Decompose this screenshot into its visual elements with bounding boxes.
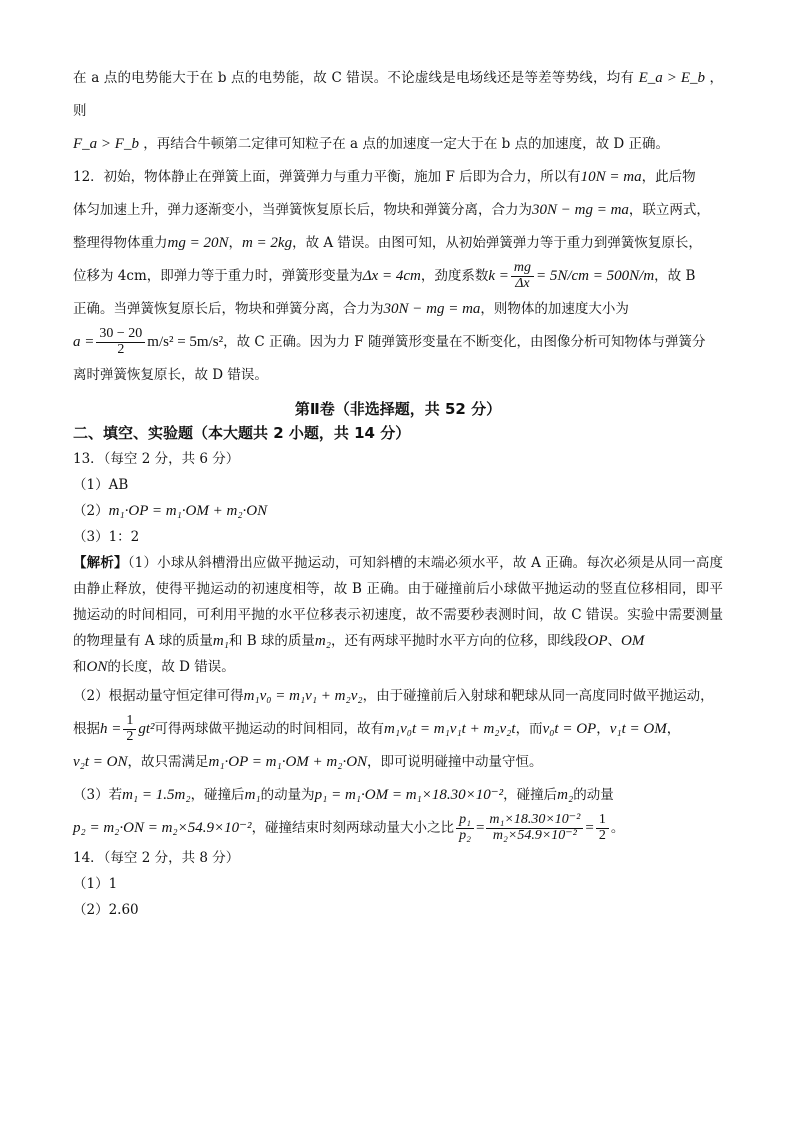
text: ，故 C 正确。因为力 F 随弹簧形变量在不断变化，由图像分析可知物体与弹簧分 [223,334,706,350]
text: 离时弹簧恢复原长，故 D 错误。 [73,367,268,383]
math-inline: v₁t = OM [609,721,667,737]
document-page [73,62,723,923]
fraction-numerator: p₁ [456,813,474,829]
fraction-k [511,261,534,291]
math-inline: p₁ = m₁·OM = m₁×18.30×10⁻² [314,787,504,803]
q13-explanation-1 [73,550,723,680]
math-inline: m₂ [557,787,574,803]
text: （2） [73,503,109,519]
part-two-title: 第Ⅱ卷（非选择题，共 52 分） [294,400,502,418]
text: ，联立两式， [628,202,710,218]
fraction-result [596,813,609,843]
text: 和 B 球的质量 [228,633,315,649]
fraction-denominator: m₂×54.9×10⁻² [492,828,577,843]
fraction-numerator: mg [511,261,534,277]
text: ，碰撞后 [503,787,558,803]
text: ， [666,721,681,737]
q14-answer-1: （1）1 [73,876,118,892]
fraction-denominator: 2 [117,342,125,357]
text: 可得两球做平抛运动的时间相同，故有 [154,721,385,737]
text: 。 [610,820,625,836]
text: ， [596,721,610,737]
text: （2）根据动量守恒定律可得 [73,688,244,704]
text: ，碰撞后 [190,787,245,803]
math-inline: 10N = ma [580,169,642,185]
math-inline: OP [587,633,608,649]
math-inline: = [475,820,485,836]
math-inline: 30N − mg = ma [532,202,629,218]
text: 和 [73,659,87,675]
text: 在 a 点的电势能大于在 b 点的电势能，故 C 错误。不论虚线是电场线还是等差等势线，均有 [73,70,635,86]
text: 、 [607,633,621,649]
text: ，故 B [654,268,696,284]
text: 根据 [73,721,100,737]
math-inline: k = [488,268,509,284]
text: ，故 A 错误。由图可知，从初始弹簧弹力等于重力到弹簧恢复原长， [292,235,702,251]
text: ，由于碰撞前后入射球和靶球从同一高度同时做平抛运动， [362,688,714,704]
math-inline: mg = 20N [167,235,229,251]
math-inline: OM [620,633,645,649]
math-inline: v₀t = OP [542,721,597,737]
fraction-denominator: Δx [515,276,530,291]
q13-answer-3: （3）1：2 [73,529,140,545]
q13-explanation-2 [73,680,723,779]
fraction-denominator: 2 [598,828,606,843]
math-inline: p₂ = m₂·ON = m₂×54.9×10⁻² [73,820,252,836]
fraction-numerator: 1 [596,813,609,829]
paragraph-q11-d [73,128,723,161]
math-inline: m₁ [244,787,261,803]
paragraph-q12 [73,161,723,392]
text: （1）小球从斜槽滑出应做平抛运动，可知斜槽的末端必须水平，故 A 正确。每次必须是从同一高度由静止释放，使得平抛运动的初速度相等，故 B 正确。由于碰撞前后小球做平抛运动的竖直位移相同，即平抛运动的时间相同，可利用平抛的水平位移表示初速度，故不需要秒表测时间，故 C 错误。实验中需要测量的物理量有 A 球的质量 [73,555,724,649]
text: 位移为 4cm，即弹力等于重力时，弹簧形变量为 [73,268,363,284]
text: 正确。当弹簧恢复原长后，物块和弹簧分离，合力为 [73,301,384,317]
math-inline: m₁v₀ = m₁v₁ + m₂v₂ [243,688,363,704]
text: 整理得物体重力 [73,235,168,251]
fraction-half [123,714,136,744]
math-inline: m₁·OP = m₁·OM + m₂·ON [108,503,268,519]
math-inline: a = [73,334,95,350]
paragraph-q11-end [73,62,723,128]
math-inline: = 5N/cm = 500N/m [535,268,655,284]
text: ，而 [515,721,543,737]
fraction-numerator: 1 [123,714,136,730]
text: 12．初始，物体静止在弹簧上面，弹簧弹力与重力平衡，施加 F 后即为合力，所以有 [73,169,581,185]
text: ，再结合牛顿第二定律可知粒子在 a 点的加速度一定大于在 b 点的加速度，故 D 正确。 [143,136,670,152]
math-inline: Δx = 4cm [362,268,421,284]
math-inline: m/s² = 5m/s² [147,334,224,350]
q13-answer-2 [73,498,723,524]
fraction-denominator: 2 [126,729,134,744]
q14-header: 14．（每空 2 分，共 8 分） [73,850,240,866]
text: ， [228,235,242,251]
text: ，碰撞结束时刻两球动量大小之比 [251,820,455,836]
fraction-denominator: p₂ [459,828,471,843]
q13-header: 13．（每空 2 分，共 6 分） [73,451,240,467]
math-inline: gt² [138,721,155,737]
math-inline: m₁·OP = m₁·OM + m₂·ON [208,754,368,770]
text: 体匀加速上升，弹力逐渐变小，当弹簧恢复原长后，物块和弹簧分离，合力为 [73,202,532,218]
math-inline: F_a > F_b [73,136,139,152]
text: 的动量 [573,787,614,803]
math-inline: E_a > E_b [638,70,705,86]
section-two-title: 二、填空、实验题（本大题共 2 小题，共 14 分） [73,424,411,442]
math-inline: h = [100,721,122,737]
text: ，则 [73,70,723,119]
fraction-numerator: 30 − 20 [96,327,145,343]
text: （3）若 [73,787,123,803]
math-inline: m = 2kg [241,235,293,251]
text: ，故只需满足 [127,754,209,770]
math-inline: m₁ [212,633,229,649]
math-inline: m₂ [314,633,331,649]
q13-explanation-3 [73,779,723,845]
math-inline: ON [86,659,108,675]
text: 的长度，故 D 错误。 [107,659,235,675]
math-inline: 30N − mg = ma [383,301,481,317]
explanation-label: 【解析】 [73,555,128,571]
math-inline: v₂t = ON [73,754,128,770]
fraction-a [96,327,145,357]
math-inline: = [585,820,594,836]
math-inline: m₁v₀t = m₁v₁t + m₂v₂t [384,721,516,737]
text: ，还有两球平抛时水平方向的位移，即线段 [330,633,588,649]
fraction-ratio [486,813,583,843]
text: ，劲度系数 [420,268,489,284]
fraction-numerator: m₁×18.30×10⁻² [486,813,583,829]
fraction-p [456,813,474,843]
q14-answer-2: （2）2.60 [73,902,139,918]
text: ，此后物 [641,169,696,185]
q13-answer-1: （1）AB [73,477,129,493]
text: ，即可说明碰撞中动量守恒。 [367,754,543,770]
text: 的动量为 [260,787,315,803]
math-inline: m₁ = 1.5m₂ [122,787,191,803]
text: ，则物体的加速度大小为 [480,301,629,317]
